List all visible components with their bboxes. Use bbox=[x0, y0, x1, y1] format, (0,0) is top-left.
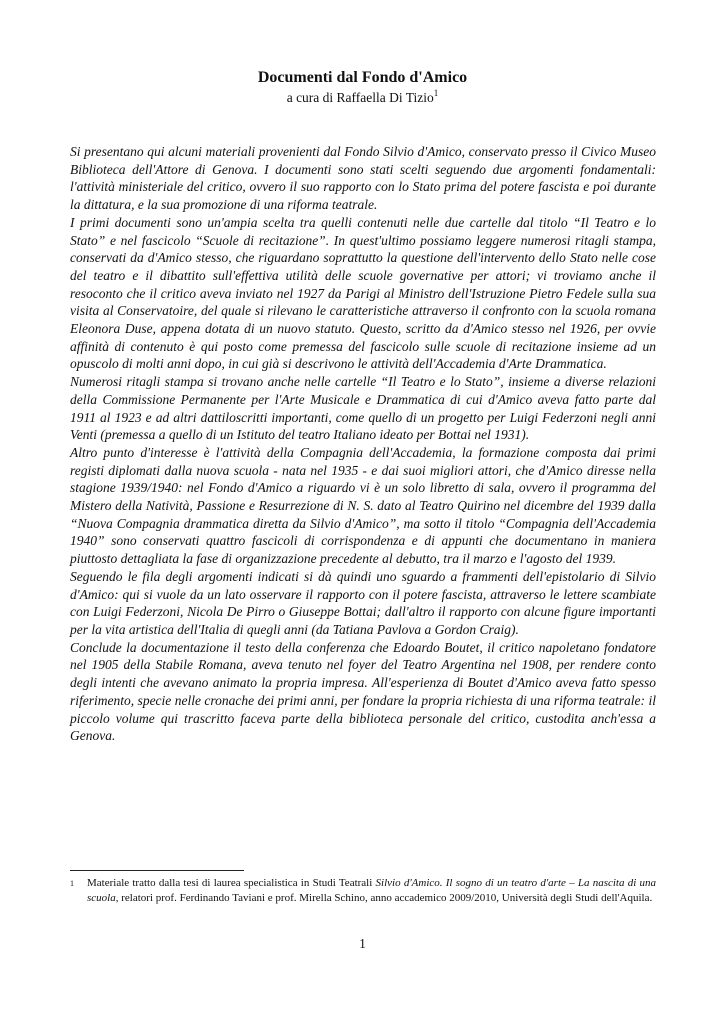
footnote-reference[interactable]: 1 bbox=[433, 88, 439, 98]
paragraph: I primi documenti sono un'ampia scelta tra quelli contenuti nelle due cartelle dal titolo “Il Teatro e lo Stato” e nel fascicolo “Scuole di recitazione”. In quest'ultimo possiamo leggere numerosi ritagli stampa, conservati da d'Amico stesso, che riguardano soprattutto la questione dell'intervento dello Stato nelle cose del teatro e il dibattito sull'effettiva utilità delle scuole governative per attori; vi troviamo anche il resoconto che il critico aveva inviato nel 1927 da Parigi al Ministro dell'Istruzione Pietro Fedele sulla sua visita al Conservatoire, del quale si rilevano le caratteristiche attraverso il confronto con la scuola romana Eleonora Duse, appena dotata di un nuovo statuto. Questo, scritto da d'Amico stesso nel 1926, per ovvie affinità di contenuto è qui posto come premessa del fascicolo sulle scuole di recitazione insieme ad un opuscolo di molti anni dopo, in cui già si descrivono le attività dell'Accademia d'Arte Drammatica. bbox=[70, 214, 656, 372]
curator-line: a cura di Raffaella Di Tizio bbox=[286, 90, 434, 105]
footnote-thesis-title: Silvio d'Amico. Il sogno di un teatro d'arte – La nascita di una scuola bbox=[87, 877, 657, 904]
body-text bbox=[70, 143, 656, 745]
paragraph: Conclude la documentazione il testo della conferenza che Edoardo Boutet, il critico napoletano fondatore nel 1905 della Stabile Romana, aveva tenuto nel foyer del Teatro Argentina nel 1908, per rendere conto degli intenti che avevano animato la propria impresa. All'esperienza di Boutet d'Amico aveva fatto spesso riferimento, specie nelle cronache dei primi anni, per fondare la propria richiesta di una riforma teatrale: il piccolo volume qui trascritto faceva parte della biblioteca personale del critico, custodita anch'essa a Genova. bbox=[70, 639, 656, 744]
paragraph: Numerosi ritagli stampa si trovano anche nelle cartelle “Il Teatro e lo Stato”, insieme a diverse relazioni della Commissione Permanente per l'Arte Musicale e Drammatica di cui d'Amico aveva fatto parte dal 1911 al 1923 e ad altri dattiloscritti importanti, come quello di un progetto per Luigi Federzoni negli anni Venti (premessa a quello di un Istituto del teatro Italiano ideato per Bottai nel 1931). bbox=[70, 374, 656, 443]
footnote-text bbox=[87, 876, 656, 906]
footnote bbox=[70, 876, 656, 906]
paragraph: Altro punto d'interesse è l'attività della Compagnia dell'Accademia, la formazione composta dai primi registi diplomati dalla nuova scuola - nata nel 1935 - e dai suoi migliori attori, che d'Amico diresse nella stagione 1939/1940: nel Fondo d'Amico a riguardo vi è un solo libretto di sala, ovvero il programma del Mistero della Natività, Passione e Resurrezione di N. S. dato al Teatro Quirino nel dicembre del 1939 dalla “Nuova Compagnia drammatica diretta da Silvio d'Amico”, ma sotto il titolo “Compagnia dell'Accademia 1940” sono conservati quattro fascicoli di corrispondenza e di appunti che documentano in maniera piuttosto dettagliata la fase di organizzazione precedente al debutto, tra il marzo e l'agosto del 1939. bbox=[70, 444, 656, 567]
footnote-text-after: , relatori prof. Ferdinando Taviani e prof. Mirella Schino, anno accademico 2009/2010, Università degli Studi dell'Aquila. bbox=[115, 892, 653, 904]
document-subtitle bbox=[0, 89, 725, 107]
paragraph: Seguendo le fila degli argomenti indicati si dà quindi uno sguardo a frammenti dell'epistolario di Silvio d'Amico: qui si vuole da un lato osservare il rapporto con il potere fascista, attraverso le lettere scambiate con Luigi Federzoni, Nicola De Pirro o Giuseppe Bottai; dall'altro il rapporto con alcune figure importanti per la vita artistica dell'Italia di quegli anni (da Tatiana Pavlova a Gordon Craig). bbox=[70, 568, 656, 637]
footnote-text-before: Materiale tratto dalla tesi di laurea specialistica in Studi Teatrali bbox=[87, 877, 376, 889]
footnote-number: 1 bbox=[70, 879, 74, 888]
footnote-divider bbox=[70, 870, 244, 871]
paragraph: Si presentano qui alcuni materiali provenienti dal Fondo Silvio d'Amico, conservato presso il Civico Museo Biblioteca dell'Attore di Genova. I documenti sono stati scelti seguendo due argomenti fondamentali: l'attività ministeriale del critico, ovvero il suo rapporto con lo Stato prima del potere fascista e poi durante la dittatura, e la sua promozione di una riforma teatrale. bbox=[70, 144, 656, 213]
document-title: Documenti dal Fondo d'Amico bbox=[257, 69, 468, 86]
page-number: 1 bbox=[359, 936, 366, 951]
